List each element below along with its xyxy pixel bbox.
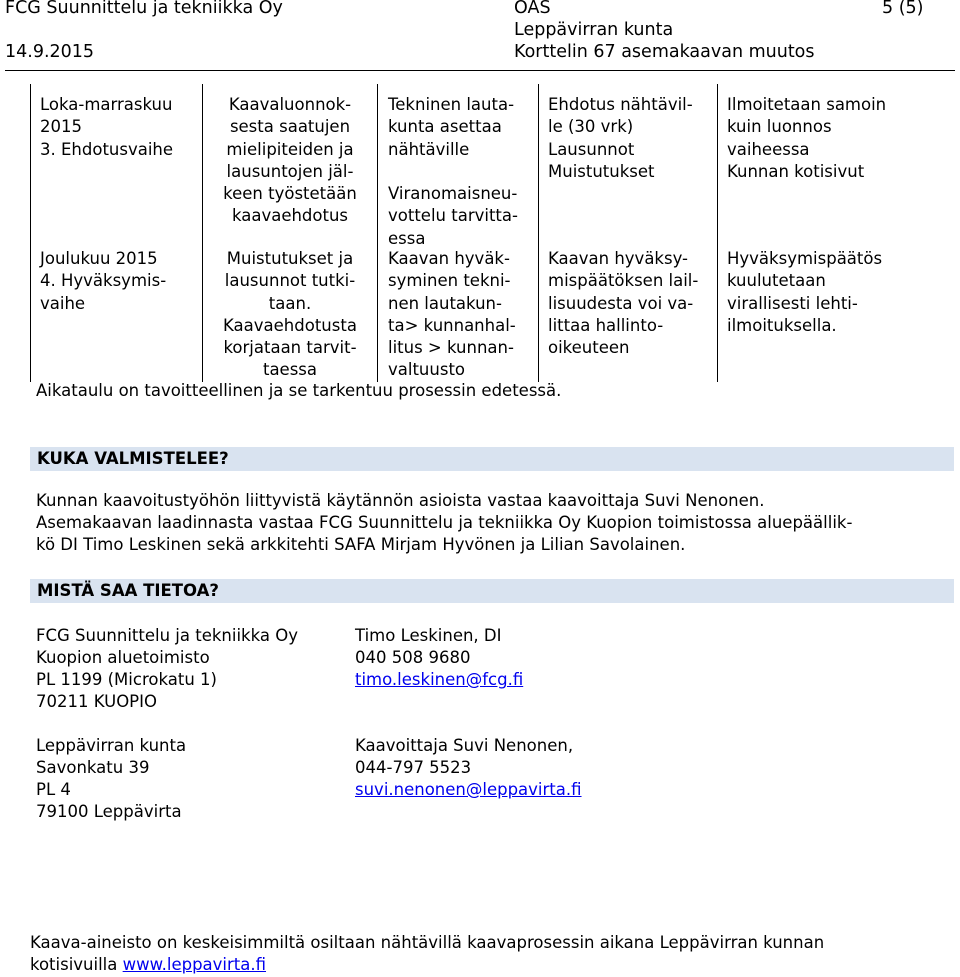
website-link[interactable]: www.leppavirta.fi	[122, 955, 267, 974]
header-project: Korttelin 67 asemakaavan muutos	[514, 42, 815, 62]
contact-name: Kaavoittaja Suvi Nenonen,	[355, 736, 574, 755]
header-rule	[5, 70, 955, 71]
footer-text-line2	[30, 954, 266, 976]
schedule-note: Aikataulu on tavoitteellinen ja se tarkentuu prosessin edetessä.	[36, 381, 562, 400]
phase-cell: Loka-marraskuu 2015 3. Ehdotusvaihe	[40, 95, 174, 159]
kuka-text-line: Kunnan kaavoitustyöhön liittyvistä käytännön asioista vastaa kaavoittaja Suvi Nenonen.	[36, 491, 765, 510]
kuka-heading-bar	[30, 447, 954, 471]
phase-cell: Joulukuu 2015 4. Hyväksymis- vaihe	[40, 249, 167, 313]
actions-cell: Muistutukset ja lausunnot tutki- taan. Kaavaehdotusta korjataan tarvit- taessa	[223, 249, 357, 380]
contact-org-line: Savonkatu 39	[36, 758, 150, 777]
mista-heading: MISTÄ SAA TIETOA?	[37, 581, 219, 600]
contact-org-line: PL 4	[36, 780, 71, 799]
contact-org-line: PL 1199 (Microkatu 1)	[36, 670, 217, 689]
header-municipality: Leppävirran kunta	[514, 20, 674, 40]
notification-cell: Ilmoitetaan samoin kuin luonnos vaiheessa Kunnan kotisivut	[727, 95, 887, 181]
handling-cell: Kaavan hyväk- syminen tekni- nen lautakun- ta> kunnanhal- litus > kunnan- valtuusto	[388, 249, 516, 380]
table-divider-2	[377, 84, 378, 382]
contact-email-link[interactable]: timo.leskinen@fcg.fi	[355, 670, 524, 689]
header-company: FCG Suunnittelu ja tekniikka Oy	[5, 0, 283, 18]
kuka-text-line: kö DI Timo Leskinen sekä arkkitehti SAFA Mirjam Hyvönen ja Lilian Savolainen.	[36, 535, 686, 554]
participation-cell: Ehdotus nähtävil- le (30 vrk) Lausunnot Muistutukset	[548, 95, 693, 181]
contact-org-line: FCG Suunnittelu ja tekniikka Oy	[36, 626, 298, 645]
table-divider-3	[538, 84, 539, 382]
participation-cell: Kaavan hyväksy- mispäätöksen lail- lisuudesta voi va- littaa hallinto- oikeuteen	[548, 249, 699, 358]
kuka-heading: KUKA VALMISTELEE?	[37, 449, 229, 468]
contact-org-line: 70211 KUOPIO	[36, 692, 157, 711]
contact-phone: 040 508 9680	[355, 648, 471, 667]
header-doc-type: OAS	[514, 0, 551, 18]
kuka-text-line: Asemakaavan laadinnasta vastaa FCG Suunnittelu ja tekniikka Oy Kuopion toimistossa aluepäällik-	[36, 513, 853, 532]
mista-heading-bar	[30, 579, 954, 603]
table-border-left	[30, 84, 31, 382]
table-divider-4	[717, 84, 718, 382]
contact-name: Timo Leskinen, DI	[355, 626, 502, 645]
contact-phone: 044-797 5523	[355, 758, 472, 777]
contact-org-line: Leppävirran kunta	[36, 736, 187, 755]
footer-text-line: Kaava-aineisto on keskeisimmiltä osiltaan nähtävillä kaavaprosessin aikana Leppävirran kunnan	[30, 933, 825, 952]
handling-cell: Tekninen lauta- kunta asettaa nähtäville Viranomaisneu- vottelu tarvitta- essa	[388, 95, 518, 248]
contact-org-line: Kuopion aluetoimisto	[36, 648, 210, 667]
contact-org-line: 79100 Leppävirta	[36, 802, 182, 821]
header-page-number: 5 (5)	[882, 0, 924, 18]
actions-cell: Kaavaluonnok- sesta saatujen mielipiteiden ja lausuntojen jäl- keen työstetään kaavaehdotus	[223, 95, 357, 226]
header-date: 14.9.2015	[5, 42, 95, 62]
footer-text-prefix: kotisivuilla	[30, 955, 123, 974]
notification-cell: Hyväksymispäätös kuulutetaan virallisesti lehti- ilmoituksella.	[727, 249, 883, 335]
contact-email-link[interactable]: suvi.nenonen@leppavirta.fi	[355, 780, 582, 799]
